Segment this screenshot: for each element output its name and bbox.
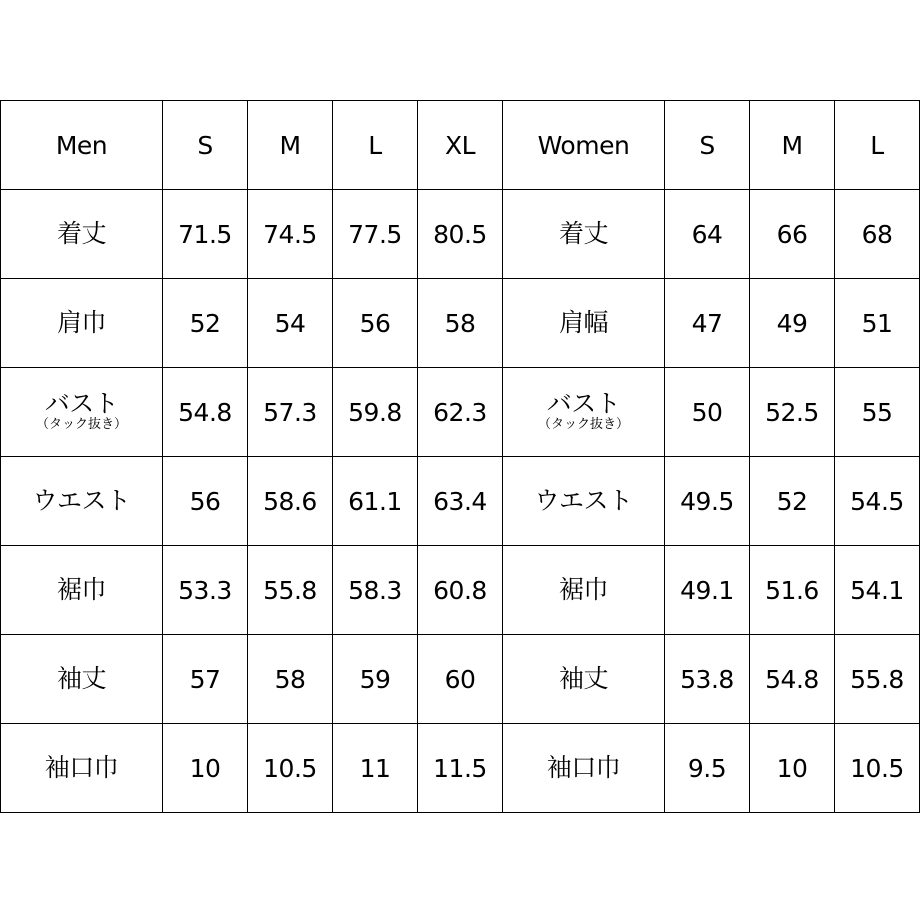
women-row-label: 着丈 [558,219,608,248]
men-value-cell: 71.5 [163,190,248,279]
men-value-cell: 62.3 [418,368,503,457]
men-row-label-cell [1,190,163,279]
men-value-cell: 58.6 [248,457,333,546]
size-chart-table [0,100,920,813]
men-row-label: バスト [44,389,119,418]
header-men-s: S [163,101,248,190]
men-value-cell: 59 [333,635,418,724]
men-value-cell: 77.5 [333,190,418,279]
women-row-label-cell [503,190,665,279]
women-value-cell: 49 [750,279,835,368]
women-value-cell: 10 [750,724,835,813]
men-value-cell: 59.8 [333,368,418,457]
women-value-cell: 66 [750,190,835,279]
men-value-cell: 63.4 [418,457,503,546]
men-value-cell: 55.8 [248,546,333,635]
women-value-cell: 49.1 [665,546,750,635]
women-value-cell: 51.6 [750,546,835,635]
men-value-cell: 80.5 [418,190,503,279]
header-women-m: M [750,101,835,190]
men-value-cell: 57.3 [248,368,333,457]
men-row-label: 裾巾 [56,575,106,604]
women-row-label-cell [503,724,665,813]
men-value-cell: 60 [418,635,503,724]
men-value-cell: 10.5 [248,724,333,813]
women-row-label: 袖丈 [558,664,608,693]
men-row-label-cell [1,635,163,724]
men-value-cell: 53.3 [163,546,248,635]
women-value-cell: 55.8 [835,635,920,724]
table-row [1,368,920,457]
men-row-label: ウエスト [32,486,131,515]
women-value-cell: 51 [835,279,920,368]
men-row-label-cell [1,457,163,546]
men-row-label-cell [1,546,163,635]
header-men-m: M [248,101,333,190]
women-value-cell: 52 [750,457,835,546]
men-row-label: 袖口巾 [44,753,119,782]
women-value-cell: 55 [835,368,920,457]
header-women: Women [503,101,665,190]
women-value-cell: 49.5 [665,457,750,546]
men-row-label: 着丈 [56,219,106,248]
women-value-cell: 52.5 [750,368,835,457]
women-row-label: バスト [546,389,621,418]
women-row-sublabel: （タック抜き） [537,417,629,432]
men-value-cell: 58 [248,635,333,724]
men-value-cell: 74.5 [248,190,333,279]
women-value-cell: 10.5 [835,724,920,813]
header-women-s: S [665,101,750,190]
table-row [1,279,920,368]
men-value-cell: 54.8 [163,368,248,457]
men-row-label-cell [1,279,163,368]
women-row-label-cell [503,546,665,635]
men-value-cell: 58 [418,279,503,368]
women-value-cell: 54.8 [750,635,835,724]
men-value-cell: 60.8 [418,546,503,635]
men-value-cell: 58.3 [333,546,418,635]
women-row-label: 裾巾 [558,575,608,604]
women-row-label-cell [503,635,665,724]
men-value-cell: 54 [248,279,333,368]
men-row-label: 袖丈 [56,664,106,693]
men-value-cell: 10 [163,724,248,813]
table-row [1,190,920,279]
women-value-cell: 47 [665,279,750,368]
women-row-label: 肩幅 [558,308,608,337]
men-value-cell: 52 [163,279,248,368]
men-value-cell: 11 [333,724,418,813]
women-value-cell: 64 [665,190,750,279]
women-value-cell: 54.1 [835,546,920,635]
women-row-label-cell [503,368,665,457]
men-row-label-cell [1,724,163,813]
women-row-label-cell [503,457,665,546]
men-row-sublabel: （タック抜き） [35,417,127,432]
table-header-row [1,101,920,190]
table-row [1,546,920,635]
table-row [1,457,920,546]
women-row-label: ウエスト [534,486,633,515]
header-men-xl: XL [418,101,503,190]
men-value-cell: 56 [333,279,418,368]
table-body [1,101,920,813]
men-value-cell: 61.1 [333,457,418,546]
women-value-cell: 54.5 [835,457,920,546]
men-value-cell: 57 [163,635,248,724]
women-value-cell: 50 [665,368,750,457]
women-value-cell: 68 [835,190,920,279]
table-row [1,724,920,813]
header-men: Men [1,101,163,190]
men-row-label: 肩巾 [56,308,106,337]
women-value-cell: 53.8 [665,635,750,724]
header-women-l: L [835,101,920,190]
women-row-label: 袖口巾 [546,753,621,782]
women-value-cell: 9.5 [665,724,750,813]
men-value-cell: 56 [163,457,248,546]
header-men-l: L [333,101,418,190]
table-row [1,635,920,724]
men-row-label-cell [1,368,163,457]
women-row-label-cell [503,279,665,368]
men-value-cell: 11.5 [418,724,503,813]
